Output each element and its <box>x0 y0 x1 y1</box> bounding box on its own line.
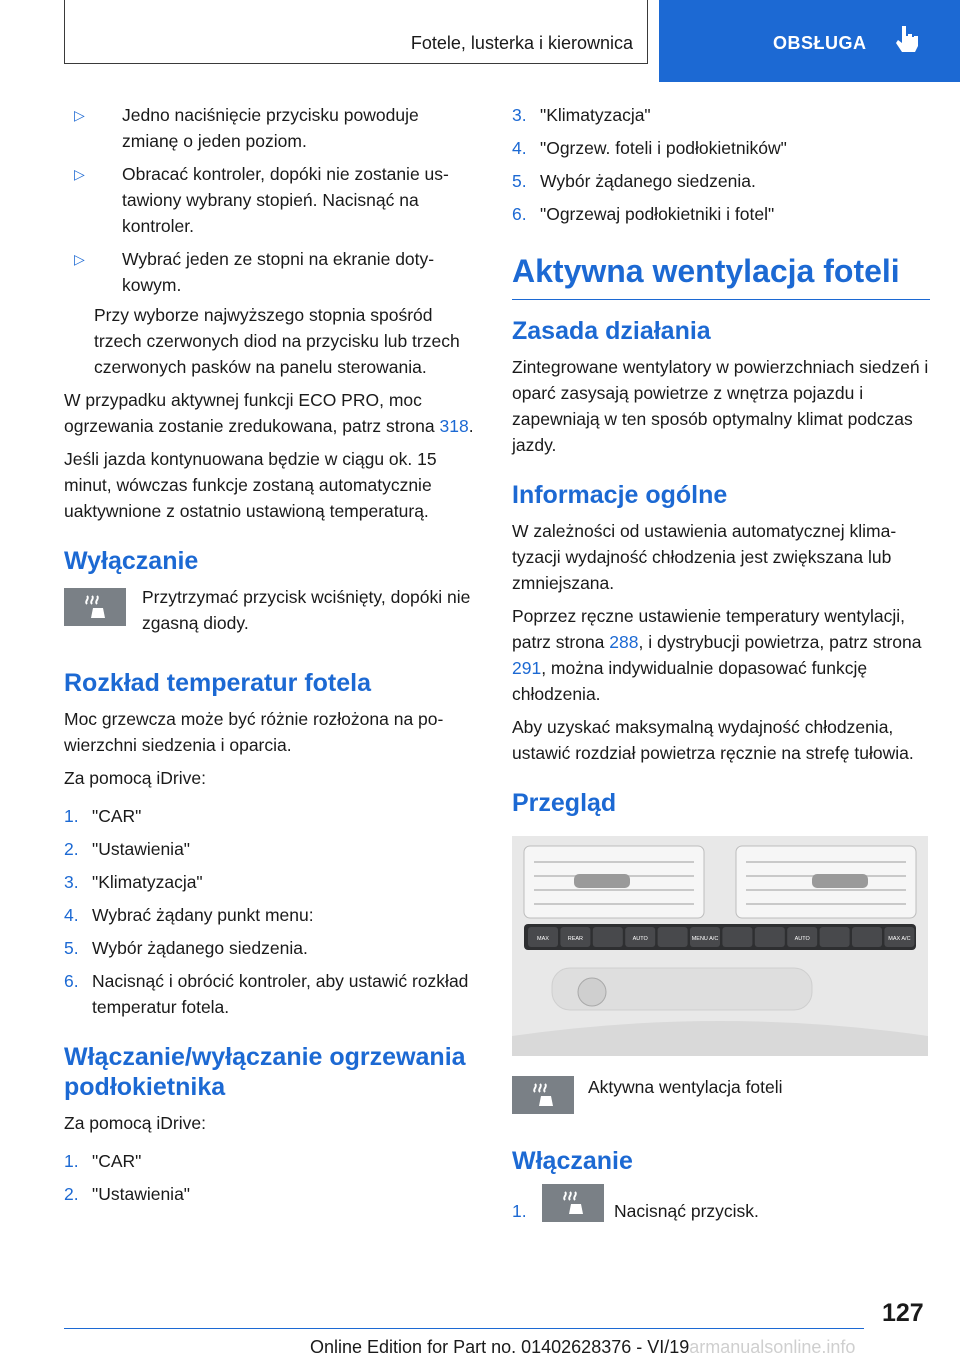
header-box <box>64 0 648 64</box>
footer-divider <box>64 1328 864 1329</box>
heading-distribution: Rozkład temperatur fotela <box>64 669 372 697</box>
control-panel-photo <box>512 836 928 1056</box>
heading-general: Informacje ogólne <box>512 481 728 509</box>
list-item: 6. Nacisnąć i obrócić kontroler, aby ustawić rozkład temperatur fotela. <box>64 971 469 1017</box>
on-step: 1. Nacisnąć przycisk. <box>512 1184 930 1224</box>
panel-button-label: MAX <box>537 936 549 942</box>
panel-button-label: MAX A/C <box>888 936 911 942</box>
watermark: armanualsonline.info <box>689 1337 856 1357</box>
panel-button <box>593 927 623 947</box>
icon-caption-row: Aktywna wentylacja foteli <box>512 1074 930 1118</box>
panel-button-label: AUTO <box>794 936 810 942</box>
list-item: 6. "Ogrzewaj podłokietniki i fotel" <box>512 204 775 224</box>
armrest-steps-continued <box>512 102 930 227</box>
footer-edition: Online Edition for Part no. 01402628376 - VI/19armanualsonline.info <box>310 1337 856 1357</box>
list-item: 2. "Ustawienia" <box>64 1184 191 1204</box>
bullet-item: ▷ Obracać kontroler, dopóki nie zostanie ustawiony wybrany stopień. Nacisnąć na kontroler. <box>64 161 476 239</box>
list-item: 2. "Ustawienia" <box>64 839 191 859</box>
eco-paragraph: W przypadku aktywnej funkcji ECO PRO, moc ogrzewania zostanie zredukowana, patrz strona 318. <box>64 390 474 436</box>
hand-pointer-icon <box>894 24 920 54</box>
bullet-note: Przy wyborze najwyższego stopnia spośród trzech czerwonych diod na przycisku lub trzech czerwonych pasków na panelu sterowania. <box>94 305 460 377</box>
list-item: 4. "Ogrzew. foteli i podłokietników" <box>512 138 787 158</box>
page-link-288[interactable]: 288 <box>609 632 639 652</box>
list-item: 1. "CAR" <box>64 1151 142 1171</box>
left-column <box>64 102 476 1214</box>
right-column <box>512 102 930 1224</box>
triangle-bullet-icon: ▷ <box>74 107 85 123</box>
heading-overview: Przegląd <box>512 789 617 817</box>
dashboard-illustration <box>512 836 928 1056</box>
continue-paragraph: Jeśli jazda kontynuowana będzie w ciągu ok. 15 minut, wówczas funkcje zostaną automatycznie uaktywnione z ostatnio ustawioną temperaturą. <box>64 449 437 521</box>
list-item: 5. Wybór żądanego siedzenia. <box>512 171 756 191</box>
page-link-318[interactable]: 318 <box>439 416 469 436</box>
list-item: 1. "CAR" <box>64 806 142 826</box>
panel-button <box>658 927 688 947</box>
heading-armrest: Włączanie/wyłączanie ogrzewania podłokietnika <box>64 1043 466 1101</box>
seat-ventilation-button-icon <box>542 1184 604 1222</box>
idrive-label-armrest: Za pomocą iDrive: <box>64 1113 206 1133</box>
panel-button <box>852 927 882 947</box>
panel-button <box>820 927 850 947</box>
panel-button <box>722 927 752 947</box>
triangle-bullet-icon: ▷ <box>74 251 85 267</box>
heading-on: Włączanie <box>512 1147 633 1175</box>
panel-button-label: REAR <box>567 936 584 942</box>
page-link-291[interactable]: 291 <box>512 658 542 678</box>
section-title: Fotele, lusterka i kierownica <box>410 33 633 53</box>
list-item: 4. Wybrać żądany punkt menu: <box>64 905 314 925</box>
triangle-bullet-icon: ▷ <box>74 166 85 182</box>
distribution-text: Moc grzewcza może być różnie rozłożona na powierzchni siedzenia i oparcia. <box>64 709 444 755</box>
list-item: 5. Wybór żądanego siedzenia. <box>64 938 308 958</box>
page-number: 127 <box>882 1299 924 1327</box>
heading-principle: Zasada działania <box>512 317 711 345</box>
general-text: W zależności od ustawienia automatycznej klimatyzacji wydajność chłodzenia jest zwiększana lub zmniejszana. <box>512 521 897 593</box>
off-row: Przytrzymać przycisk wciśnięty, dopóki nie zgasną diody. <box>64 584 476 646</box>
bullet-item: ▷ Wybrać jeden ze stopni na ekranie dotykowym. <box>64 246 476 298</box>
bullet-item: ▷ Jedno naciśnięcie przycisku powoduje zmianę o jeden poziom. <box>64 102 476 154</box>
manual-text: Poprzez ręczne ustawienie temperatury wentylacji, patrz strona 288, i dystrybucji powietrza, patrz strona 291, można indywidualnie dopasować funkcję chłodzenia. <box>512 606 922 704</box>
operation-tab[interactable] <box>659 0 960 82</box>
distribution-steps <box>64 803 476 1020</box>
seat-ventilation-button-icon <box>512 1076 574 1114</box>
max-cooling-text: Aby uzyskać maksymalną wydajność chłodzenia, ustawić rozdział powietrza ręcznie na strefę tułowia. <box>512 717 914 763</box>
chapter-title: Aktywna wentylacja foteli <box>512 251 930 300</box>
panel-button-label: MENU A/C <box>691 936 719 942</box>
list-item: 3. "Klimatyzacja" <box>512 105 651 125</box>
heading-off: Wyłączanie <box>64 547 199 575</box>
seat-heating-button-icon <box>64 588 126 626</box>
tab-label: OBSŁUGA <box>773 33 867 53</box>
panel-button <box>755 927 785 947</box>
principle-text: Zintegrowane wentylatory w powierzchniach siedzeń i oparć zasysają powietrze z wnętrza pojazdu i zapewniają w ten sposób optymalny klimat podczas jazdy. <box>512 357 929 455</box>
panel-button-label: AUTO <box>632 936 648 942</box>
idrive-label: Za pomocą iDrive: <box>64 768 206 788</box>
list-item: 3. "Klimatyzacja" <box>64 872 203 892</box>
armrest-steps <box>64 1148 476 1207</box>
